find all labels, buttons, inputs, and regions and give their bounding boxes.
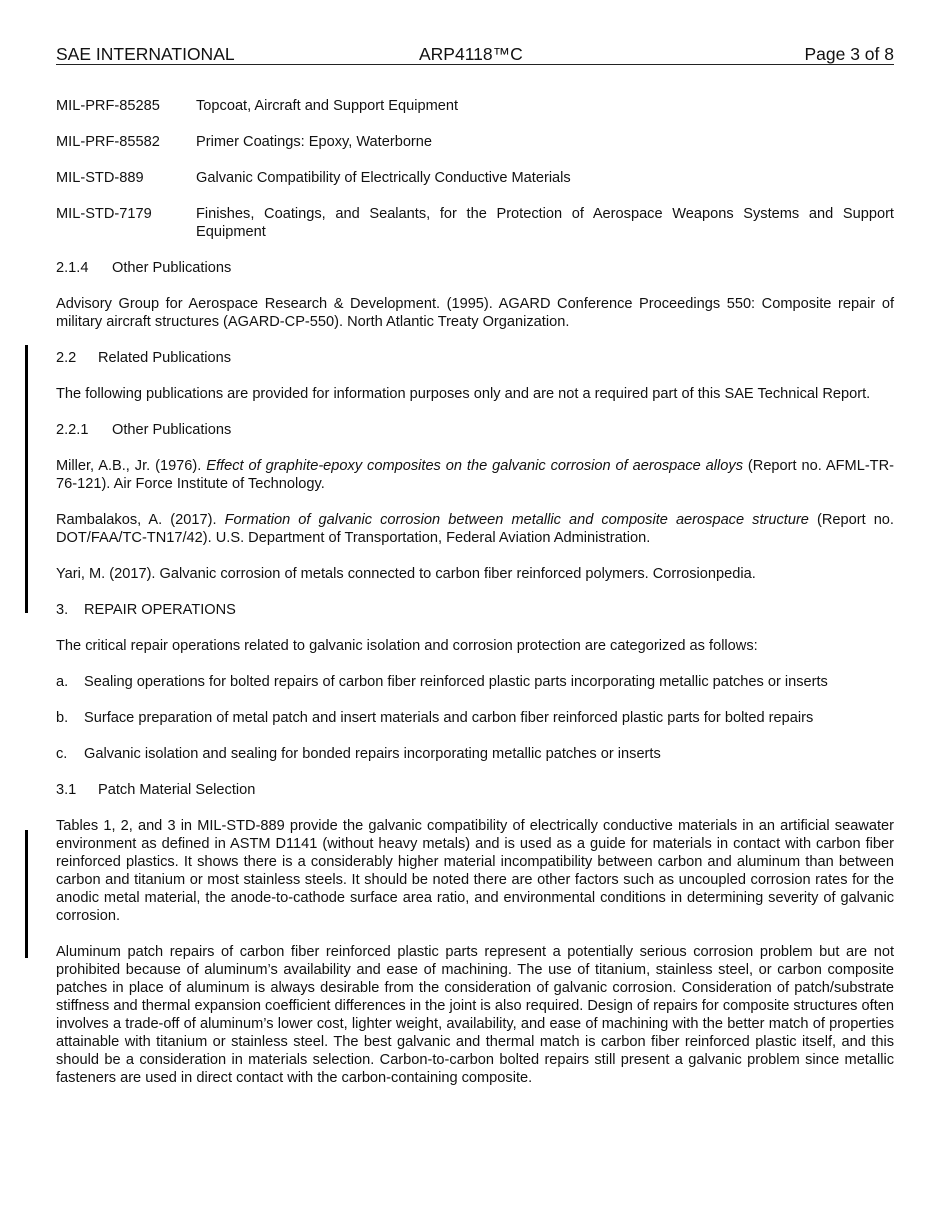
page-header xyxy=(56,44,894,65)
list-item xyxy=(56,745,894,763)
section-number: 3. xyxy=(56,602,69,618)
citation-title: Formation of galvanic corrosion between metallic and composite aerospace structure xyxy=(224,512,809,528)
reference-entry xyxy=(56,205,894,241)
reference-code: MIL-STD-889 xyxy=(56,170,144,186)
reference-title: Finishes, Coatings, and Sealants, for the Protection of Aerospace Weapons Systems and Support Equipment xyxy=(196,206,894,240)
list-item-text: Galvanic isolation and sealing for bonded repairs incorporating metallic patches or inserts xyxy=(84,746,661,762)
section-number: 3.1 xyxy=(56,782,77,798)
section-heading-3 xyxy=(56,601,894,619)
list-item xyxy=(56,673,894,691)
list-marker: b. xyxy=(56,710,69,726)
citation-source: (Report no. DOT/FAA/TC-TN17/42). U.S. Department of Transportation, Federal Aviation Administration. xyxy=(56,512,894,546)
section-title: REPAIR OPERATIONS xyxy=(84,602,236,618)
section-title: Related Publications xyxy=(98,350,232,366)
list-item-text: Surface preparation of metal patch and insert materials and carbon fiber reinforced plastic parts for bolted repairs xyxy=(84,710,814,726)
citation-title: Effect of graphite-epoxy composites on the galvanic corrosion of aerospace alloys xyxy=(206,458,743,474)
reference-code: MIL-PRF-85285 xyxy=(56,98,160,114)
document-body xyxy=(56,97,894,1105)
citation xyxy=(56,511,894,547)
list-marker: c. xyxy=(56,746,68,762)
section-title: Patch Material Selection xyxy=(98,782,256,798)
section-number: 2.2 xyxy=(56,350,77,366)
reference-title: Primer Coatings: Epoxy, Waterborne xyxy=(196,134,433,150)
section-heading-2-2-1 xyxy=(56,421,894,439)
reference-entry xyxy=(56,133,894,151)
section-number: 2.2.1 xyxy=(56,422,89,438)
reference-entry xyxy=(56,169,894,187)
section-heading-3-1 xyxy=(56,781,894,799)
reference-title: Topcoat, Aircraft and Support Equipment xyxy=(196,98,459,114)
paragraph: The following publications are provided for information purposes only and are not a required part of this SAE Technical Report. xyxy=(56,386,871,402)
paragraph: Tables 1, 2, and 3 in MIL-STD-889 provide the galvanic compatibility of electrically conductive materials in an artificial seawater environment as defined in ASTM D1141 (without heavy metals) and is used as a guide for materials in contact with carbon fiber reinforced plastics. It shows there is a considerably higher material incompatibility between carbon and aluminum than between carbon and titanium or most stainless steels. It should be noted there are other factors such as uncoupled corrosion rates for the anodic metal material, the anode-to-cathode surface area ratio, and environmental conditions in determining severity of galvanic corrosion. xyxy=(56,818,894,924)
reference-entry xyxy=(56,97,894,115)
list-item xyxy=(56,709,894,727)
citation-text: Yari, M. (2017). Galvanic corrosion of metals connected to carbon fiber reinforced polymers. Corrosionpedia. xyxy=(56,566,756,582)
header-organization: SAE INTERNATIONAL xyxy=(56,44,235,64)
header-document-id: ARP4118™C xyxy=(419,44,523,64)
citation-author: Miller, A.B., Jr. (1976). xyxy=(56,458,207,474)
reference-code: MIL-PRF-85582 xyxy=(56,134,160,150)
citation-source: (Report no. AFML-TR-76-121). Air Force Institute of Technology. xyxy=(56,458,894,492)
section-heading-2-1-4 xyxy=(56,259,894,277)
section-heading-2-2 xyxy=(56,349,894,367)
reference-code: MIL-STD-7179 xyxy=(56,206,152,222)
section-title: Other Publications xyxy=(112,260,232,276)
change-bar xyxy=(25,345,28,613)
change-bar xyxy=(25,830,28,958)
paragraph: Aluminum patch repairs of carbon fiber reinforced plastic parts represent a potentially serious corrosion problem but are not prohibited because of aluminum’s availability and ease of machining. The use of titanium, stainless steel, or carbon composite patches in place of aluminum is always desirable from the consideration of galvanic corrosion. Consideration of patch/substrate stiffness and thermal expansion coefficient differences in the joint is also required. Design of repairs for composite structures often involves a trade-off of aluminum’s lower cost, lighter weight, availability, and ease of machining with the better match of properties attainable with titanium or stainless steel. The best galvanic and thermal match is carbon fiber reinforced plastic itself, and this should be a consideration in materials selection. Carbon-to-carbon bolted repairs still present a galvanic problem since metallic fasteners are used in direct contact with the carbon-containing composite. xyxy=(56,944,894,1086)
section-number: 2.1.4 xyxy=(56,260,89,276)
paragraph: The critical repair operations related to galvanic isolation and corrosion protection are categorized as follows: xyxy=(56,638,758,654)
citation-author: Rambalakos, A. (2017). xyxy=(56,512,225,528)
list-item-text: Sealing operations for bolted repairs of carbon fiber reinforced plastic parts incorporating metallic patches or inserts xyxy=(84,674,828,690)
section-title: Other Publications xyxy=(112,422,232,438)
citation xyxy=(56,565,894,583)
list-marker: a. xyxy=(56,674,69,690)
paragraph: Advisory Group for Aerospace Research & Development. (1995). AGARD Conference Proceedings 550: Composite repair of military aircraft structures (AGARD-CP-550). North Atlantic Treaty Organization. xyxy=(56,296,894,330)
header-page-number: Page 3 of 8 xyxy=(804,44,894,64)
reference-title: Galvanic Compatibility of Electrically Conductive Materials xyxy=(196,170,571,186)
citation xyxy=(56,457,894,493)
